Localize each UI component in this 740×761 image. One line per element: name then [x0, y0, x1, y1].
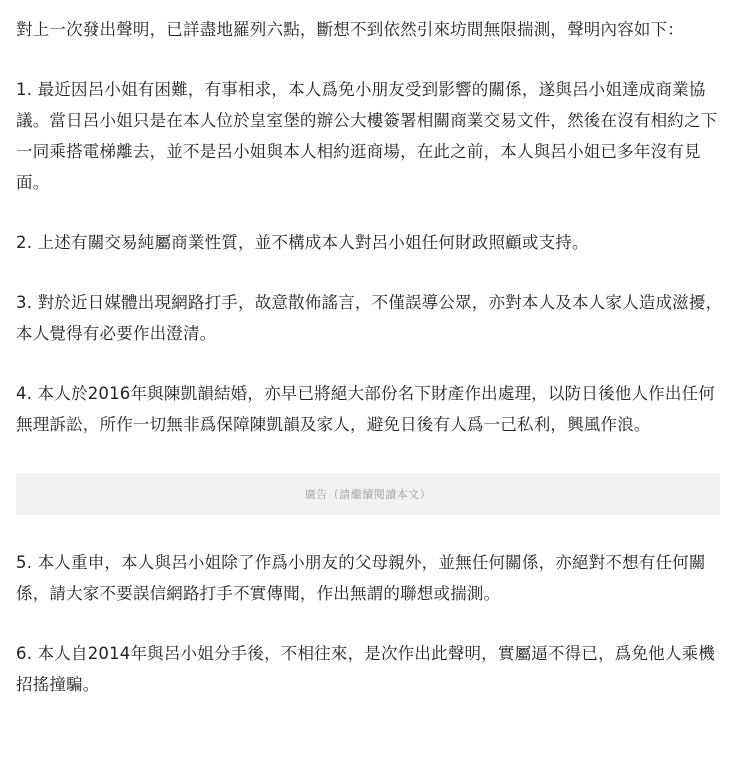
- statement-point-2: 2. 上述有關交易純屬商業性質，並不構成本人對呂小姐任何財政照顧或支持。: [16, 233, 589, 252]
- statement-point-1: 1. 最近因呂小姐有困難，有事相求，本人爲免小朋友受到影響的關係，遂與呂小姐達成商業協議。當日呂小姐只是在本人位於皇室堡的辦公大樓簽署相關商業交易文件，然後在沒有相約之下一同乘搭電梯離去，並不是呂小姐與本人相約逛商場，在此之前，本人與呂小姐已多年沒有見面。: [16, 80, 718, 192]
- statement-point-4: 4. 本人於2016年與陳凱韻結婚，亦早已將絕大部份名下財產作出處理，以防日後他人作出任何無理訴訟，所作一切無非爲保障陳凱韻及家人，避免日後有人爲一己私利，興風作浪。: [16, 384, 715, 434]
- statement-point-3: 3. 對於近日媒體出現網路打手，故意散佈謠言，不僅誤導公眾，亦對本人及本人家人造成滋擾，本人覺得有必要作出澄清。: [16, 293, 723, 343]
- advertisement-placeholder[interactable]: [16, 473, 720, 515]
- statement-article: [16, 14, 724, 700]
- advertisement-label: 廣告（請繼續閱讀本文）: [304, 488, 432, 501]
- statement-point-5: 5. 本人重申，本人與呂小姐除了作爲小朋友的父母親外，並無任何關係，亦絕對不想有任何關係，請大家不要誤信網路打手不實傳聞，作出無謂的聯想或揣測。: [16, 553, 706, 603]
- statement-intro: 對上一次發出聲明，已詳盡地羅列六點，斷想不到依然引來坊間無限揣測，聲明內容如下：: [16, 20, 684, 39]
- statement-point-6: 6. 本人自2014年與呂小姐分手後，不相往來，是次作出此聲明，實屬逼不得已，爲免他人乘機招搖撞騙。: [16, 644, 715, 694]
